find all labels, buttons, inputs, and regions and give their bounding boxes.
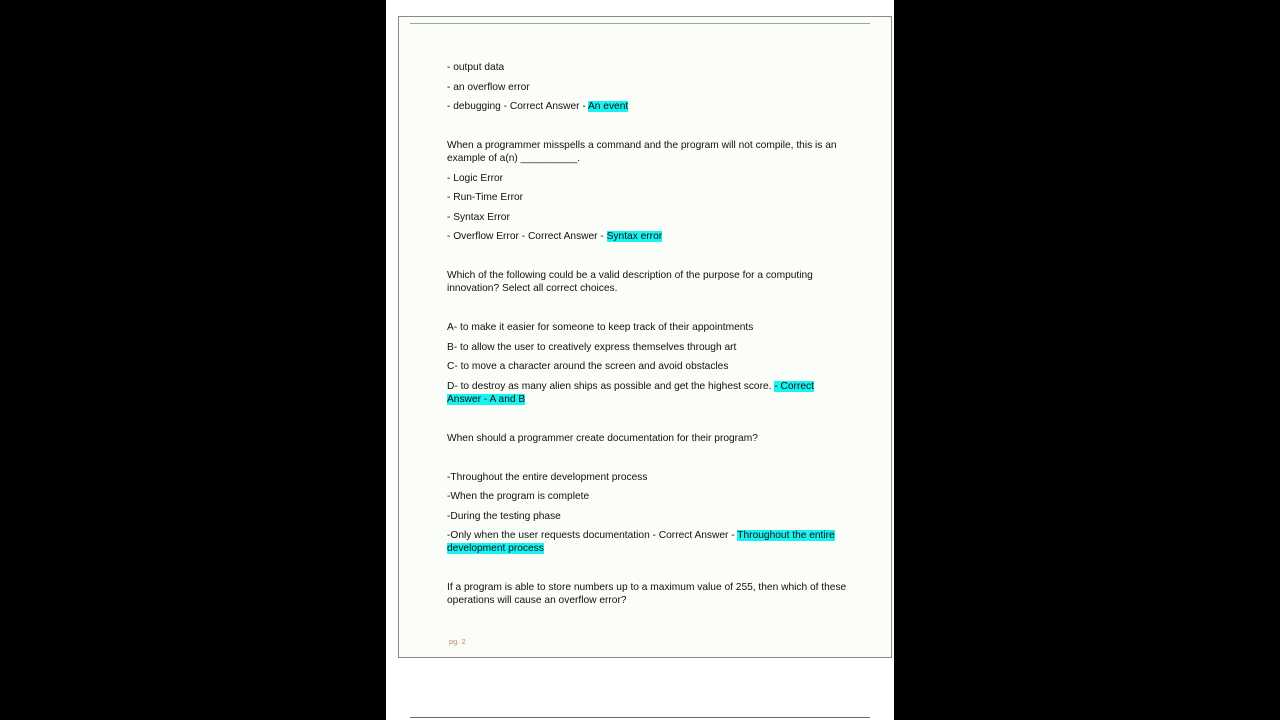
q3-option-c: C- to move a character around the screen and avoid obstacles: [447, 361, 729, 372]
spacer: [447, 451, 847, 471]
page-number: pg. 2: [449, 637, 466, 646]
q4-answer-highlight-1: Throughout the entire: [737, 530, 835, 541]
q3-option-a: A- to make it easier for someone to keep track of their appointments: [447, 322, 754, 333]
q3-option-b: B- to allow the user to creatively express themselves through art: [447, 341, 737, 353]
spacer: [447, 562, 847, 582]
q3-option-d: [447, 380, 847, 406]
q4-answer-highlight-2: development process: [447, 543, 544, 554]
q1-option-debugging-text: - debugging - Correct Answer -: [447, 101, 588, 112]
q4-question: When should a programmer create documentation for their program?: [447, 432, 758, 444]
q4-option-throughout: -Throughout the entire development process: [447, 471, 648, 483]
spacer: [447, 250, 847, 270]
q1-option-overflow-error: - an overflow error: [447, 81, 530, 93]
q3-question: Which of the following could be a valid description of the purpose for a computing innovation? Select all correct choices.: [447, 270, 813, 294]
q4-option-user-requests: [447, 529, 847, 555]
q2-option-syntax-error: - Syntax Error: [447, 211, 510, 223]
q4-option-complete: -When the program is complete: [447, 491, 590, 502]
q3-answer-highlight-1: - Correct: [774, 380, 814, 392]
q2-answer-highlight: Syntax error: [606, 231, 663, 242]
q4-option-user-requests-text: -Only when the user requests documentation - Correct Answer -: [447, 530, 738, 541]
q3-answer-highlight-2: Answer - A and B: [447, 393, 526, 405]
q2-option-overflow-error: [447, 230, 847, 243]
spacer: [447, 302, 847, 322]
q5-question: If a program is able to store numbers up to a maximum value of 255, then which of these operations will cause an overflow error?: [447, 582, 847, 606]
q1-option-output-data: - output data: [447, 62, 505, 73]
page-content: [447, 61, 847, 614]
q2-option-overflow-text: - Overflow Error - Correct Answer -: [447, 231, 607, 242]
q3-option-d-text: D- to destroy as many alien ships as possible and get the highest score.: [447, 380, 775, 392]
q4-option-testing: -During the testing phase: [447, 510, 561, 522]
header-rule: [410, 23, 870, 24]
q2-option-logic-error: - Logic Error: [447, 172, 504, 184]
spacer: [447, 412, 847, 432]
spacer: [447, 120, 847, 140]
q2-question: When a programmer misspells a command and the program will not compile, this is an example of a(n) __________.: [447, 140, 837, 164]
document-sheet[interactable]: [386, 0, 894, 720]
q2-option-runtime-error: - Run-Time Error: [447, 192, 524, 203]
next-page-header-rule: [410, 717, 870, 718]
document-page: [398, 16, 892, 658]
q1-answer-highlight: An event: [588, 101, 629, 112]
q1-option-debugging: [447, 100, 847, 113]
